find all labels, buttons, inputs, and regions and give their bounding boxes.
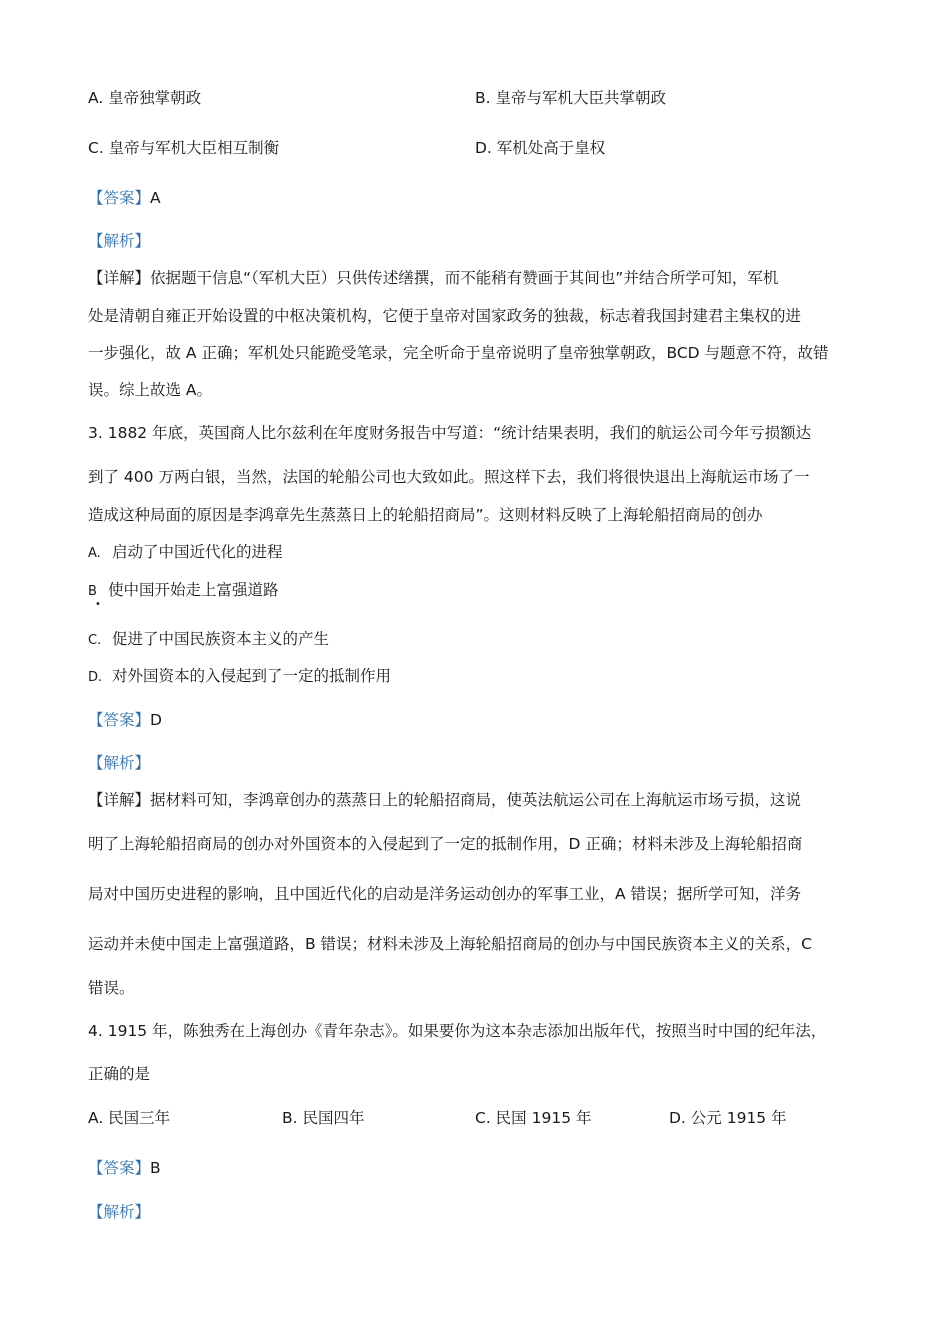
stray-dot: •	[95, 599, 101, 610]
q3-detail-line-3: 局对中国历史进程的影响，且中国近代化的启动是洋务运动创办的军事工业，A 错误；据所学可知，洋务	[88, 885, 802, 903]
q4-analysis-tag: 【解析】	[88, 1203, 151, 1221]
q4-option-c: C. 民国 1915 年	[475, 1109, 592, 1127]
q2-option-d: D. 军机处高于皇权	[475, 139, 606, 157]
q4-stem-line-1: 4. 1915 年，陈独秀在上海创办《青年杂志》。如果要你为这本杂志添加出版年代，按照当时中国的纪年法，	[88, 1022, 827, 1040]
detail-tag: 【详解】	[88, 791, 151, 809]
q4-option-a: A. 民国三年	[88, 1109, 171, 1127]
detail-tag: 【详解】	[88, 269, 151, 287]
q3-option-c: C. 促进了中国民族资本主义的产生	[88, 630, 330, 648]
q4-answer	[88, 1158, 161, 1178]
q3-stem-line-2: 到了 400 万两白银，当然，法国的轮船公司也大致如此。照这样下去，我们将很快退出上海航运市场了一	[88, 468, 810, 486]
q4-stem-line-2: 正确的是	[88, 1065, 151, 1083]
q3-analysis-tag: 【解析】	[88, 754, 151, 772]
q3-option-b: B 使中国开始走上富强道路	[88, 581, 279, 599]
q2-option-b: B. 皇帝与军机大臣共掌朝政	[475, 89, 666, 107]
q2-option-c: C. 皇帝与军机大臣相互制衡	[88, 139, 280, 157]
answer-tag: 【答案】	[88, 1159, 151, 1177]
q4-option-d: D. 公元 1915 年	[669, 1109, 787, 1127]
q2-detail-line-4: 误。综上故选 A。	[88, 381, 213, 399]
q3-stem-line-3: 造成这种局面的原因是李鸿章先生蒸蒸日上的轮船招商局”。这则材料反映了上海轮船招商局的创办	[88, 506, 763, 524]
q2-detail-line-3: 一步强化，故 A 正确；军机处只能跪受笔录，完全听命于皇帝说明了皇帝独掌朝政，BCD 与题意不符，故错	[88, 344, 829, 362]
q3-detail-line-1: 【详解】据材料可知，李鸿章创办的蒸蒸日上的轮船招商局，使英法航运公司在上海航运市场亏损，这说	[88, 791, 802, 809]
answer-value: A	[150, 189, 161, 207]
q3-detail-line-4: 运动并未使中国走上富强道路，B 错误；材料未涉及上海轮船招商局的创办与中国民族资本主义的关系，C	[88, 935, 812, 953]
q3-stem-line-1: 3. 1882 年底，英国商人比尔兹利在年度财务报告中写道：“统计结果表明，我们的航运公司今年亏损额达	[88, 424, 812, 442]
q2-analysis-tag: 【解析】	[88, 232, 151, 250]
q2-answer	[88, 188, 161, 208]
q3-option-d: D. 对外国资本的入侵起到了一定的抵制作用	[88, 667, 392, 685]
q3-answer	[88, 710, 162, 730]
answer-value: B	[150, 1159, 161, 1177]
q2-detail-line-1: 【详解】依据题干信息“（军机大臣）只供传述缮撰，而不能稍有赞画于其间也”并结合所学可知，军机	[88, 269, 779, 287]
answer-tag: 【答案】	[88, 711, 151, 729]
answer-tag: 【答案】	[88, 189, 151, 207]
q3-option-a: A. 启动了中国近代化的进程	[88, 543, 283, 561]
q3-detail-line-5: 错误。	[88, 979, 135, 997]
answer-value: D	[150, 711, 162, 729]
q2-option-a: A. 皇帝独掌朝政	[88, 89, 202, 107]
q4-option-b: B. 民国四年	[282, 1109, 365, 1127]
q2-detail-line-2: 处是清朝自雍正开始设置的中枢决策机构，它便于皇帝对国家政务的独裁，标志着我国封建君主集权的进	[88, 307, 802, 325]
q3-detail-line-2: 明了上海轮船招商局的创办对外国资本的入侵起到了一定的抵制作用，D 正确；材料未涉及上海轮船招商	[88, 835, 803, 853]
